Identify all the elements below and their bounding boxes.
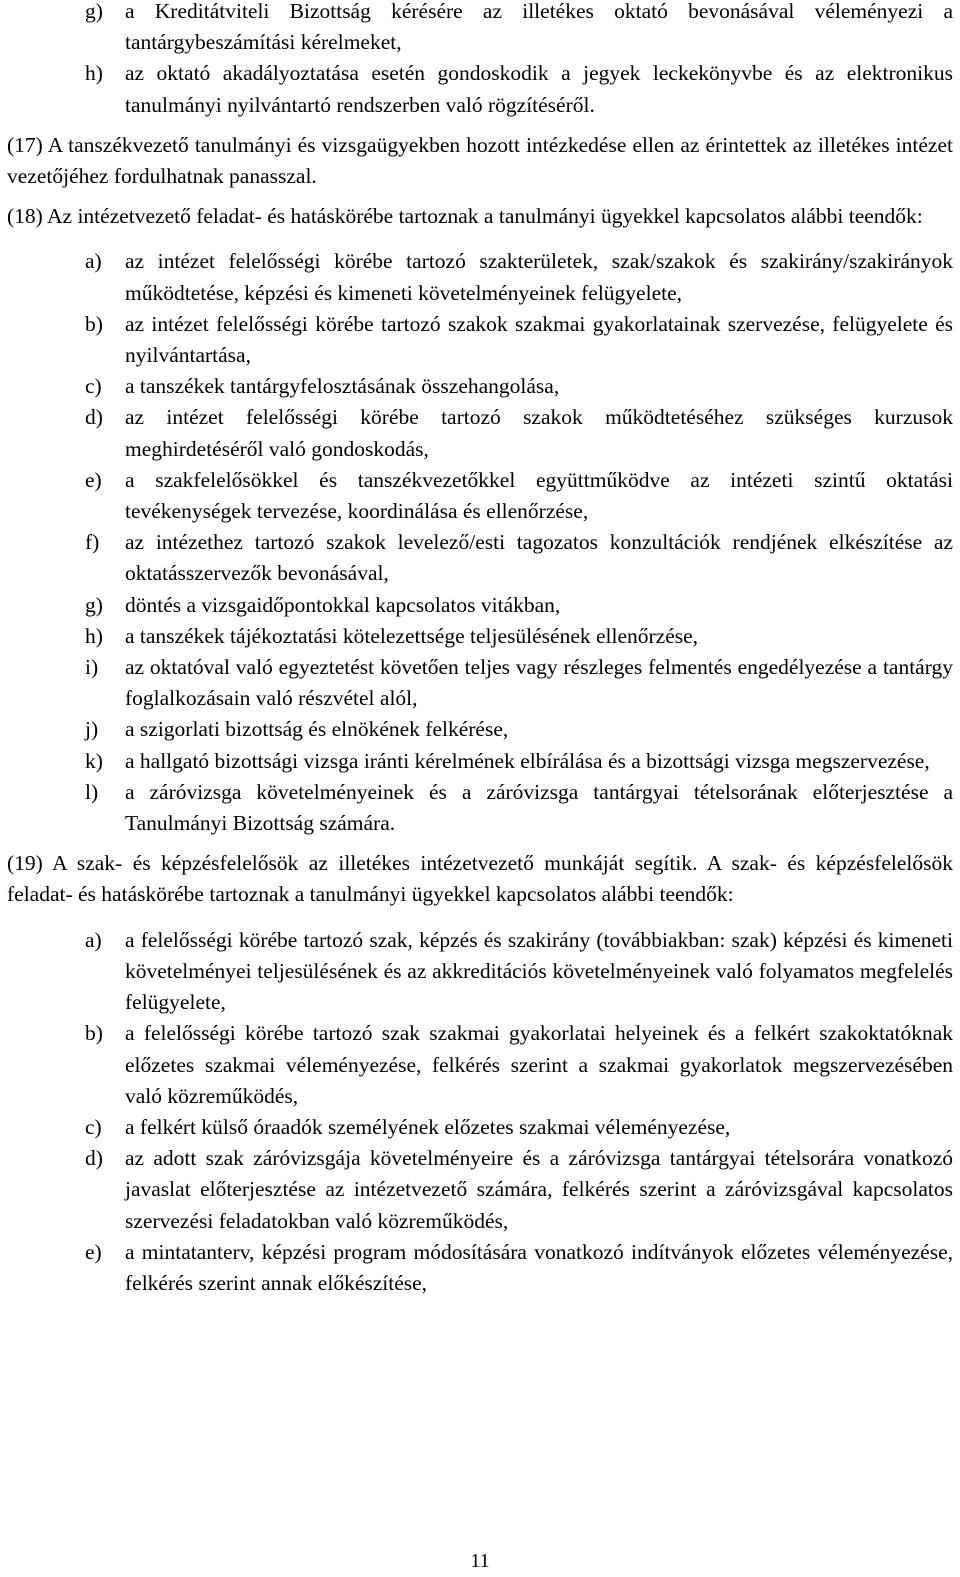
list-item-text: a tanszékek tantárgyfelosztásának összehangolása, <box>125 374 560 399</box>
list-item-text: az intézet felelősségi körébe tartozó szakok szakmai gyakorlatainak szervezése, felügyelete és nyilvántartása, <box>125 311 953 368</box>
list-19 <box>7 925 953 1299</box>
list-item <box>7 1112 953 1143</box>
list-marker: g) <box>85 0 103 23</box>
list-marker: g) <box>85 592 103 617</box>
list-marker: h) <box>85 623 103 648</box>
list-item-text: döntés a vizsgaidőpontokkal kapcsolatos vitákban, <box>125 592 561 617</box>
list-marker: d) <box>85 1146 103 1171</box>
list-item <box>7 621 953 652</box>
list-item-text: az oktató akadályoztatása esetén gondoskodik a jegyek leckekönyvbe és az elektronikus tanulmányi nyilvántartó rendszerben való rögzítéséről. <box>125 61 953 117</box>
list-marker: d) <box>85 405 103 430</box>
list-marker: i) <box>85 655 99 680</box>
list-item-text: a felkért külső óraadók személyének előzetes szakmai véleményezése, <box>125 1114 731 1139</box>
list-marker: b) <box>85 1021 103 1046</box>
paragraph-18: (18) Az intézetvezető feladat- és hatáskörébe tartoznak a tanulmányi ügyekkel kapcsolatos alábbi teendők: <box>7 204 923 229</box>
list-item <box>7 714 953 745</box>
list-item-text: az intézethez tartozó szakok levelező/esti tagozatos konzultációk rendjének elkészítése az oktatásszervezők bevonásával, <box>125 530 953 586</box>
list-item <box>7 925 953 1019</box>
list-item-text: a felelősségi körébe tartozó szak szakmai gyakorlatai helyeinek és a felkért szakoktatóknak előzetes szakmai véleményezése, felkérés szerint a szakmai gyakorlatok megszervezésében való közreműködés, <box>125 1021 953 1108</box>
list-item-text: a záróvizsga követelményeinek és a záróvizsga tantárgyai tételsorának előterjesztése a Tanulmányi Bizottság számára. <box>125 779 953 836</box>
list-item <box>7 309 953 371</box>
list-item-text: az intézet felelősségi körébe tartozó szakok működtetéséhez szükséges kurzusok meghirdetéséről való gondoskodás, <box>125 405 953 461</box>
list-item-text: az adott szak záróvizsgája követelményeire és a záróvizsga tantárgyai tételsorára vonatkozó javaslat előterjesztése az intézetvezető számára, felkérés szerint a záróvizsgával kapcsolatos szervezési feladatokban való közreműködés, <box>125 1146 953 1233</box>
list-item-text: a Kreditátviteli Bizottság kérésére az illetékes oktató bevonásával véleményezi a tantárgybeszámítási kérelmeket, <box>125 0 953 55</box>
list-marker: e) <box>85 1239 102 1264</box>
list-marker: k) <box>85 748 103 773</box>
list-item-text: a hallgató bizottsági vizsga iránti kérelmének elbírálása és a bizottsági vizsga megszervezése, <box>125 748 930 773</box>
list-item-text: az oktatóval való egyeztetést követően teljes vagy részleges felmentés engedélyezése a tantárgy foglalkozásain való részvétel alól, <box>125 655 953 711</box>
document-body <box>7 0 953 1299</box>
list-item <box>7 1018 953 1112</box>
paragraph-19: (19) A szak- és képzésfelelősök az illetékes intézetvezető munkáját segítik. A szak- és képzésfelelősök feladat- és hatáskörébe tartoznak a tanulmányi ügyekkel kapcsolatos alábbi teendők: <box>7 851 953 907</box>
list-item-text: a szakfelelősökkel és tanszékvezetőkkel együttműködve az intézeti szintű oktatási tevékenységek tervezése, koordinálása és ellenőrzése, <box>125 467 953 524</box>
list-marker: e) <box>85 467 102 492</box>
list-marker: f) <box>85 530 100 555</box>
list-item <box>7 1237 953 1299</box>
list-item <box>7 402 953 464</box>
list-item <box>7 371 953 402</box>
paragraph-17: (17) A tanszékvezető tanulmányi és vizsgaügyekben hozott intézkedése ellen az érintettek az illetékes intézet vezetőjéhez fordulhatnak panasszal. <box>7 132 953 189</box>
list-item <box>7 58 953 120</box>
list-marker: c) <box>85 1114 102 1139</box>
list-marker: a) <box>85 249 102 274</box>
list-item <box>7 465 953 527</box>
list-marker: c) <box>85 374 102 399</box>
list-item-text: a szigorlati bizottság és elnökének felkérése, <box>125 717 509 742</box>
list-marker: h) <box>85 61 103 86</box>
list-item-text: a felelősségi körébe tartozó szak, képzés és szakirány (továbbiakban: szak) képzési és kimeneti követelményei teljesülésének és az akkreditációs követelményeinek való folyamatos megfelelés felügyelete, <box>125 927 953 1015</box>
page-number: 11 <box>470 1550 490 1572</box>
list-marker: l) <box>85 779 99 804</box>
list-item-text: a tanszékek tájékoztatási kötelezettsége teljesülésének ellenőrzése, <box>125 623 699 648</box>
list-18 <box>7 246 953 839</box>
list-item <box>7 590 953 621</box>
list-marker: b) <box>85 311 103 336</box>
list-item <box>7 1143 953 1237</box>
list-item-text: a mintatanterv, képzési program módosítására vonatkozó indítványok előzetes véleményezése, felkérés szerint annak előkészítése, <box>125 1239 953 1295</box>
top-list <box>7 0 953 121</box>
list-item-text: az intézet felelősségi körébe tartozó szakterületek, szak/szakok és szakirány/szakirányok működtetése, képzési és kimeneti követelményeinek felügyelete, <box>125 249 953 305</box>
list-item <box>7 746 953 777</box>
list-item <box>7 652 953 714</box>
list-item <box>7 246 953 308</box>
list-item <box>7 527 953 589</box>
list-marker: j) <box>85 717 99 742</box>
list-item <box>7 0 953 58</box>
list-marker: a) <box>85 927 102 952</box>
list-item <box>7 777 953 839</box>
